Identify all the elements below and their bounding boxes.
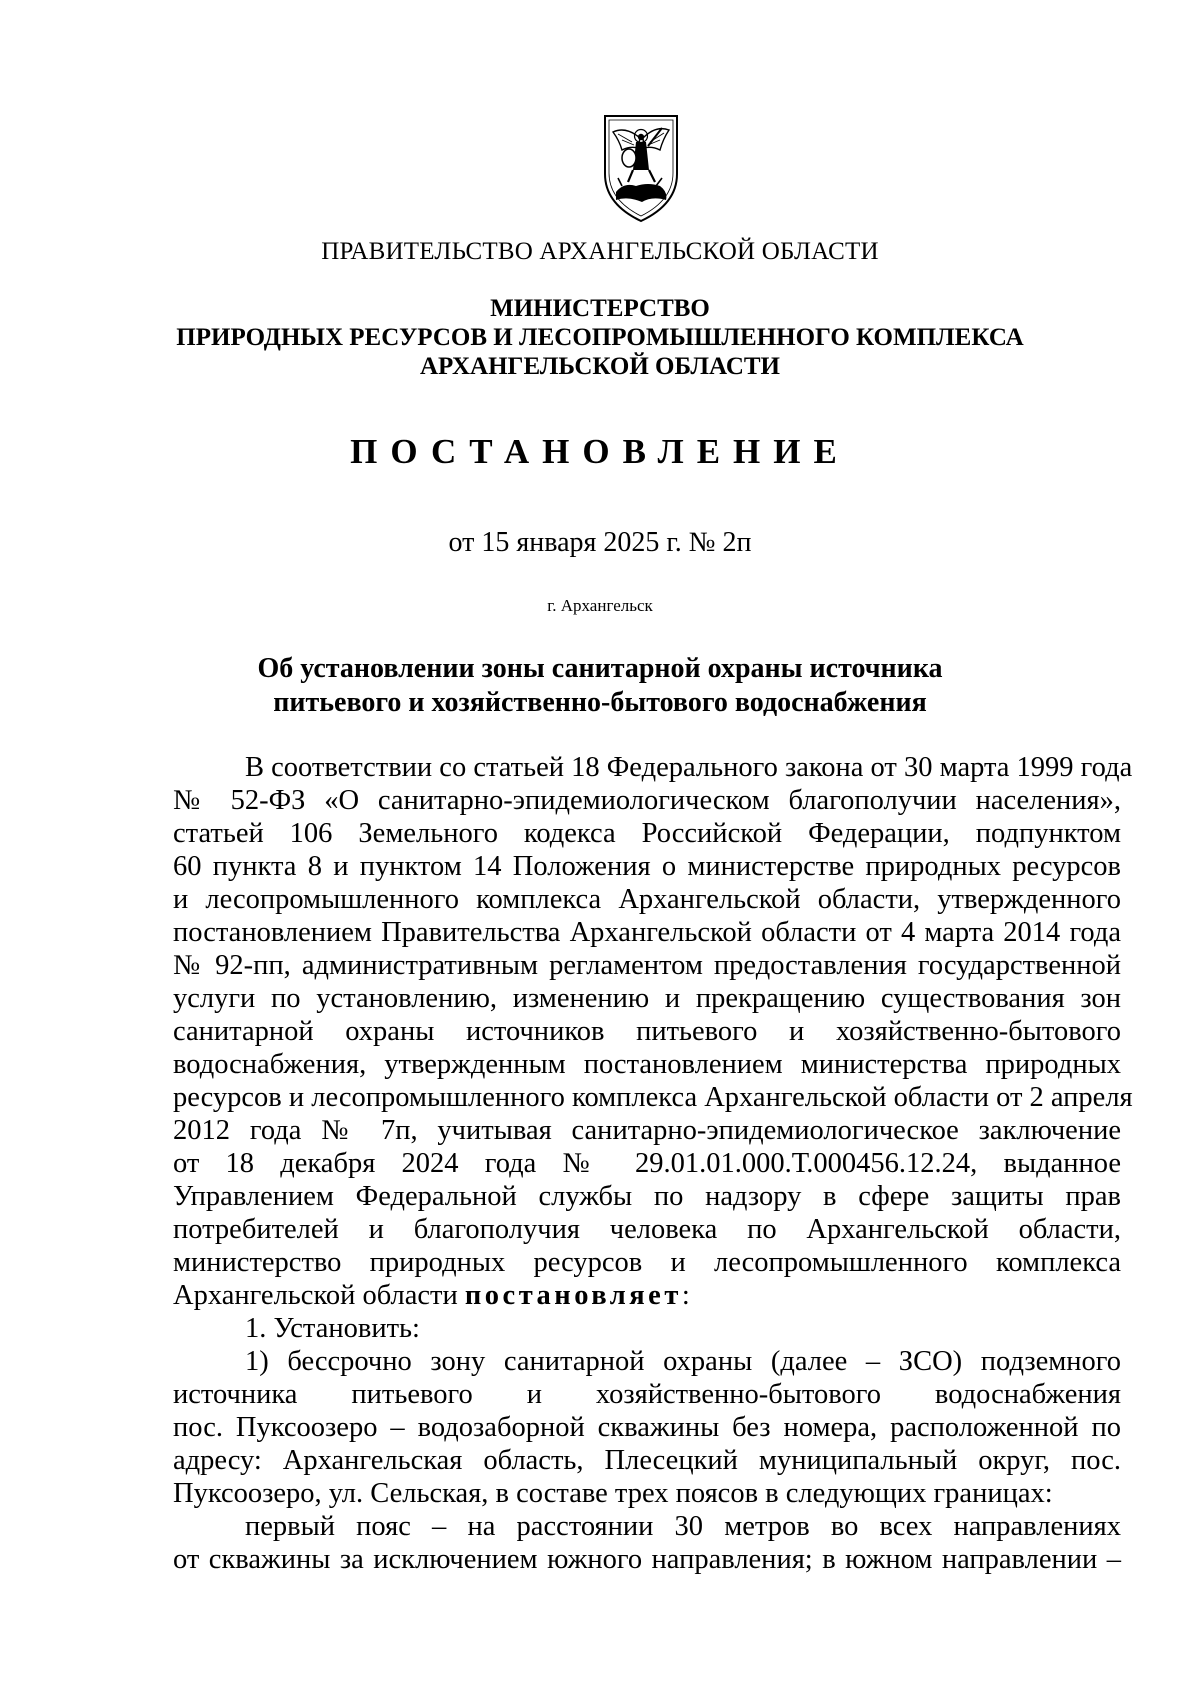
ministry-line: ПРИРОДНЫХ РЕСУРСОВ И ЛЕСОПРОМЫШЛЕННОГО КОМПЛЕКСА [176,324,1024,351]
document-date-number: от 15 января 2025 г. № 2п [448,527,752,558]
body-line: 2012 года № 7п, учитывая санитарно-эпидемиологическое заключение [173,1115,1121,1146]
resolves-colon: : [681,1280,690,1311]
ministry-line: АРХАНГЕЛЬСКОЙ ОБЛАСТИ [420,353,780,380]
body-line: потребителей и благополучия человека по Архангельской области, [173,1214,1121,1245]
body-line: пос. Пуксоозеро – водозаборной скважины без номера, расположенной по [173,1412,1121,1443]
body-line [173,1279,1121,1312]
document-body [173,751,1133,1576]
belt-1-paragraph [173,1510,1121,1576]
document-city: г. Архангельск [547,596,653,615]
subject-line: питьевого и хозяйственно-бытового водоснабжения [273,687,927,718]
body-line: 1) бессрочно зону санитарной охраны (далее – ЗСО) подземного [245,1346,1121,1377]
body-line: санитарной охраны источников питьевого и хозяйственно-бытового [173,1016,1121,1047]
body-line: источника питьевого и хозяйственно-бытового водоснабжения [173,1379,1121,1410]
body-line: Пуксоозеро, ул. Сельская, в составе трех поясов в следующих границах: [173,1478,1053,1509]
ministry-name [0,294,1200,381]
body-line: В соответствии со статьей 18 Федерального закона от 30 марта 1999 года [245,752,1133,783]
government-name: ПРАВИТЕЛЬСТВО АРХАНГЕЛЬСКОЙ ОБЛАСТИ [321,238,879,265]
body-line: водоснабжения, утвержденным постановлением министерства природных [173,1049,1121,1080]
body-line: постановлением Правительства Архангельской области от 4 марта 2014 года [173,917,1121,948]
body-line: от скважины за исключением южного направления; в южном направлении – [173,1544,1121,1575]
document-subject [0,652,1200,720]
body-line: 60 пункта 8 и пунктом 14 Положения о министерстве природных ресурсов [173,851,1121,882]
item-1-subitem-1 [173,1345,1121,1510]
subject-line: Об установлении зоны санитарной охраны источника [257,653,943,684]
body-line: 1. Установить: [245,1313,420,1344]
body-line: № 52-ФЗ «О санитарно-эпидемиологическом благополучии населения», [173,785,1121,816]
body-line: статьей 106 Земельного кодекса Российской Федерации, подпунктом [173,818,1121,849]
preamble-paragraph [173,751,1133,1312]
coat-of-arms-emblem [602,112,680,224]
body-line: министерство природных ресурсов и лесопромышленного комплекса [173,1247,1121,1278]
body-line: Управлением Федеральной службы по надзору в сфере защиты прав [173,1181,1121,1212]
body-line: от 18 декабря 2024 года № 29.01.01.000.Т.000456.12.24, выданное [173,1148,1121,1179]
body-line: адресу: Архангельская область, Плесецкий муниципальный округ, пос. [173,1445,1121,1476]
body-line: и лесопромышленного комплекса Архангельской области, утвержденного [173,884,1121,915]
ministry-line: МИНИСТЕРСТВО [490,295,710,322]
body-line: ресурсов и лесопромышленного комплекса Архангельской области от 2 апреля [173,1082,1133,1113]
document-type: ПОСТАНОВЛЕНИЕ [350,432,850,471]
body-line: первый пояс – на расстоянии 30 метров во всех направлениях [245,1511,1121,1542]
body-line: № 92-пп, административным регламентом предоставления государственной [173,950,1121,981]
item-1 [173,1312,1121,1345]
resolves-word: постановляет [464,1280,682,1311]
preamble-last-text: Архангельской области [173,1280,465,1311]
body-line: услуги по установлению, изменению и прекращению существования зон [173,983,1121,1014]
